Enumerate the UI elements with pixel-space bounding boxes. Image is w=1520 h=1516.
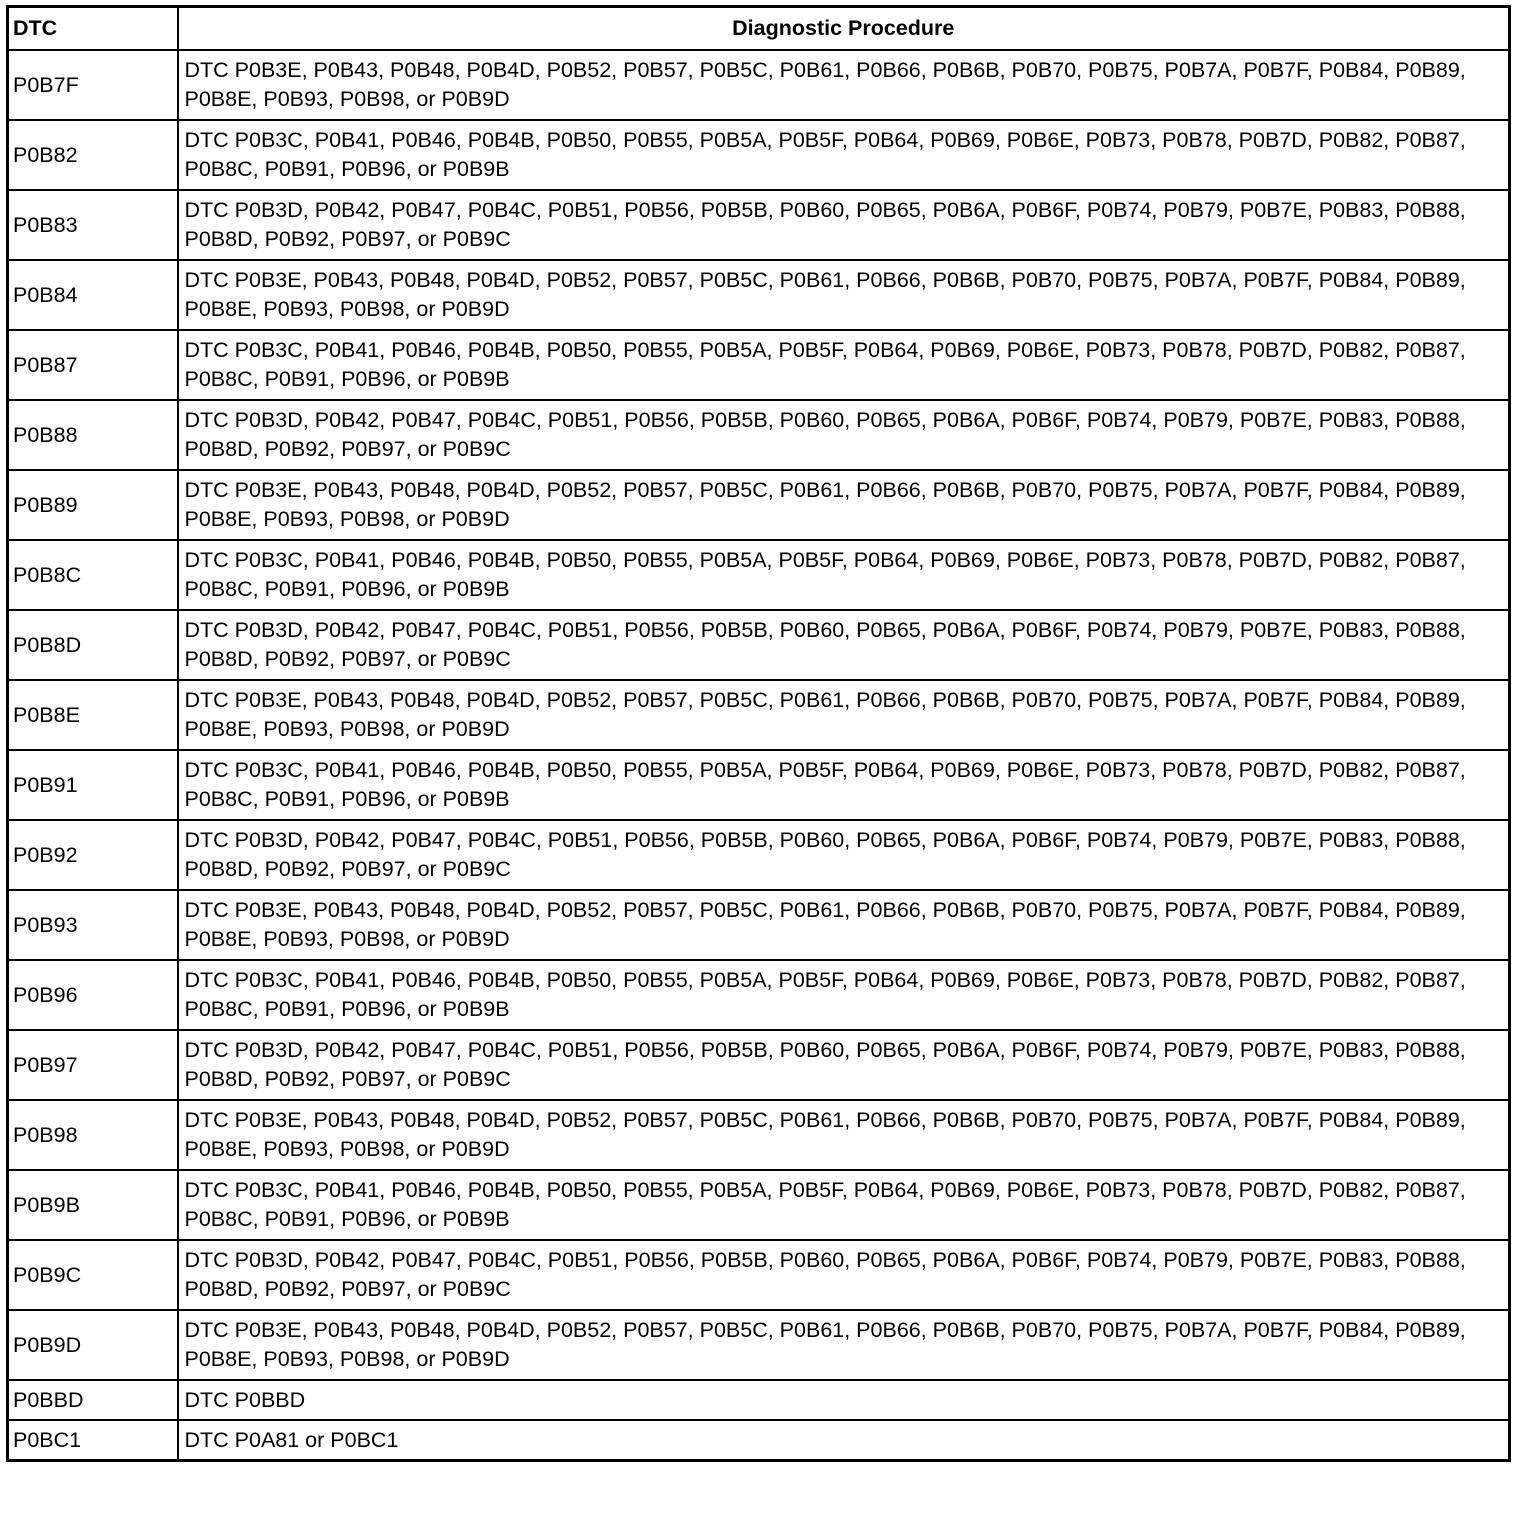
procedure-cell: DTC P0B3D, P0B42, P0B47, P0B4C, P0B51, P0B56, P0B5B, P0B60, P0B65, P0B6A, P0B6F, P0B74, P0B79, P0B7E, P0B83, P0B88, P0B8D, P0B92, P0B97, or P0B9C: [178, 820, 1510, 890]
procedure-cell: DTC P0B3C, P0B41, P0B46, P0B4B, P0B50, P0B55, P0B5A, P0B5F, P0B64, P0B69, P0B6E, P0B73, P0B78, P0B7D, P0B82, P0B87, P0B8C, P0B91, P0B96, or P0B9B: [178, 1170, 1510, 1240]
dtc-column-header: DTC: [8, 7, 178, 51]
table-row: [8, 400, 1510, 470]
table-row: [8, 680, 1510, 750]
procedure-cell: DTC P0B3D, P0B42, P0B47, P0B4C, P0B51, P0B56, P0B5B, P0B60, P0B65, P0B6A, P0B6F, P0B74, P0B79, P0B7E, P0B83, P0B88, P0B8D, P0B92, P0B97, or P0B9C: [178, 610, 1510, 680]
dtc-cell: P0B88: [8, 400, 178, 470]
dtc-cell: P0B8D: [8, 610, 178, 680]
procedure-cell: DTC P0B3D, P0B42, P0B47, P0B4C, P0B51, P0B56, P0B5B, P0B60, P0B65, P0B6A, P0B6F, P0B74, P0B79, P0B7E, P0B83, P0B88, P0B8D, P0B92, P0B97, or P0B9C: [178, 1240, 1510, 1310]
table-row: [8, 260, 1510, 330]
dtc-cell: P0B9C: [8, 1240, 178, 1310]
table-row: [8, 540, 1510, 610]
dtc-cell: P0B97: [8, 1030, 178, 1100]
table-body: [8, 50, 1510, 1461]
procedure-cell: DTC P0B3E, P0B43, P0B48, P0B4D, P0B52, P0B57, P0B5C, P0B61, P0B66, P0B6B, P0B70, P0B75, P0B7A, P0B7F, P0B84, P0B89, P0B8E, P0B93, P0B98, or P0B9D: [178, 680, 1510, 750]
table-row: [8, 330, 1510, 400]
table-row: [8, 1310, 1510, 1380]
dtc-cell: P0B82: [8, 120, 178, 190]
procedure-cell: DTC P0B3C, P0B41, P0B46, P0B4B, P0B50, P0B55, P0B5A, P0B5F, P0B64, P0B69, P0B6E, P0B73, P0B78, P0B7D, P0B82, P0B87, P0B8C, P0B91, P0B96, or P0B9B: [178, 540, 1510, 610]
table-row: [8, 1170, 1510, 1240]
dtc-cell: P0B87: [8, 330, 178, 400]
table-row: [8, 120, 1510, 190]
dtc-cell: P0BC1: [8, 1420, 178, 1461]
dtc-cell: P0B93: [8, 890, 178, 960]
dtc-cell: P0B83: [8, 190, 178, 260]
procedure-cell: DTC P0B3D, P0B42, P0B47, P0B4C, P0B51, P0B56, P0B5B, P0B60, P0B65, P0B6A, P0B6F, P0B74, P0B79, P0B7E, P0B83, P0B88, P0B8D, P0B92, P0B97, or P0B9C: [178, 190, 1510, 260]
dtc-cell: P0B91: [8, 750, 178, 820]
table-row: [8, 1100, 1510, 1170]
table-row: [8, 1030, 1510, 1100]
table-row: [8, 750, 1510, 820]
procedure-cell: DTC P0B3D, P0B42, P0B47, P0B4C, P0B51, P0B56, P0B5B, P0B60, P0B65, P0B6A, P0B6F, P0B74, P0B79, P0B7E, P0B83, P0B88, P0B8D, P0B92, P0B97, or P0B9C: [178, 1030, 1510, 1100]
table-row: [8, 50, 1510, 120]
dtc-table: [6, 5, 1511, 1462]
procedure-cell: DTC P0B3C, P0B41, P0B46, P0B4B, P0B50, P0B55, P0B5A, P0B5F, P0B64, P0B69, P0B6E, P0B73, P0B78, P0B7D, P0B82, P0B87, P0B8C, P0B91, P0B96, or P0B9B: [178, 750, 1510, 820]
procedure-cell: DTC P0B3E, P0B43, P0B48, P0B4D, P0B52, P0B57, P0B5C, P0B61, P0B66, P0B6B, P0B70, P0B75, P0B7A, P0B7F, P0B84, P0B89, P0B8E, P0B93, P0B98, or P0B9D: [178, 50, 1510, 120]
table-row: [8, 820, 1510, 890]
dtc-cell: P0B9D: [8, 1310, 178, 1380]
procedure-cell: DTC P0B3C, P0B41, P0B46, P0B4B, P0B50, P0B55, P0B5A, P0B5F, P0B64, P0B69, P0B6E, P0B73, P0B78, P0B7D, P0B82, P0B87, P0B8C, P0B91, P0B96, or P0B9B: [178, 120, 1510, 190]
procedure-cell: DTC P0B3E, P0B43, P0B48, P0B4D, P0B52, P0B57, P0B5C, P0B61, P0B66, P0B6B, P0B70, P0B75, P0B7A, P0B7F, P0B84, P0B89, P0B8E, P0B93, P0B98, or P0B9D: [178, 1100, 1510, 1170]
table-row: [8, 470, 1510, 540]
procedure-cell: DTC P0BBD: [178, 1380, 1510, 1420]
table-header-row: [8, 7, 1510, 51]
table-row: [8, 190, 1510, 260]
dtc-cell: P0B8C: [8, 540, 178, 610]
table-row: [8, 1240, 1510, 1310]
procedure-cell: DTC P0A81 or P0BC1: [178, 1420, 1510, 1461]
dtc-cell: P0B98: [8, 1100, 178, 1170]
table-row: [8, 610, 1510, 680]
dtc-cell: P0B96: [8, 960, 178, 1030]
table-row: [8, 960, 1510, 1030]
procedure-cell: DTC P0B3C, P0B41, P0B46, P0B4B, P0B50, P0B55, P0B5A, P0B5F, P0B64, P0B69, P0B6E, P0B73, P0B78, P0B7D, P0B82, P0B87, P0B8C, P0B91, P0B96, or P0B9B: [178, 960, 1510, 1030]
dtc-cell: P0B8E: [8, 680, 178, 750]
dtc-cell: P0B9B: [8, 1170, 178, 1240]
dtc-cell: P0B92: [8, 820, 178, 890]
table-row: [8, 1380, 1510, 1420]
table-row: [8, 1420, 1510, 1461]
dtc-cell: P0B7F: [8, 50, 178, 120]
table-row: [8, 890, 1510, 960]
dtc-cell: P0BBD: [8, 1380, 178, 1420]
procedure-cell: DTC P0B3D, P0B42, P0B47, P0B4C, P0B51, P0B56, P0B5B, P0B60, P0B65, P0B6A, P0B6F, P0B74, P0B79, P0B7E, P0B83, P0B88, P0B8D, P0B92, P0B97, or P0B9C: [178, 400, 1510, 470]
procedure-cell: DTC P0B3E, P0B43, P0B48, P0B4D, P0B52, P0B57, P0B5C, P0B61, P0B66, P0B6B, P0B70, P0B75, P0B7A, P0B7F, P0B84, P0B89, P0B8E, P0B93, P0B98, or P0B9D: [178, 890, 1510, 960]
procedure-cell: DTC P0B3C, P0B41, P0B46, P0B4B, P0B50, P0B55, P0B5A, P0B5F, P0B64, P0B69, P0B6E, P0B73, P0B78, P0B7D, P0B82, P0B87, P0B8C, P0B91, P0B96, or P0B9B: [178, 330, 1510, 400]
dtc-cell: P0B89: [8, 470, 178, 540]
procedure-cell: DTC P0B3E, P0B43, P0B48, P0B4D, P0B52, P0B57, P0B5C, P0B61, P0B66, P0B6B, P0B70, P0B75, P0B7A, P0B7F, P0B84, P0B89, P0B8E, P0B93, P0B98, or P0B9D: [178, 260, 1510, 330]
procedure-column-header: Diagnostic Procedure: [178, 7, 1510, 51]
procedure-cell: DTC P0B3E, P0B43, P0B48, P0B4D, P0B52, P0B57, P0B5C, P0B61, P0B66, P0B6B, P0B70, P0B75, P0B7A, P0B7F, P0B84, P0B89, P0B8E, P0B93, P0B98, or P0B9D: [178, 470, 1510, 540]
procedure-cell: DTC P0B3E, P0B43, P0B48, P0B4D, P0B52, P0B57, P0B5C, P0B61, P0B66, P0B6B, P0B70, P0B75, P0B7A, P0B7F, P0B84, P0B89, P0B8E, P0B93, P0B98, or P0B9D: [178, 1310, 1510, 1380]
dtc-cell: P0B84: [8, 260, 178, 330]
